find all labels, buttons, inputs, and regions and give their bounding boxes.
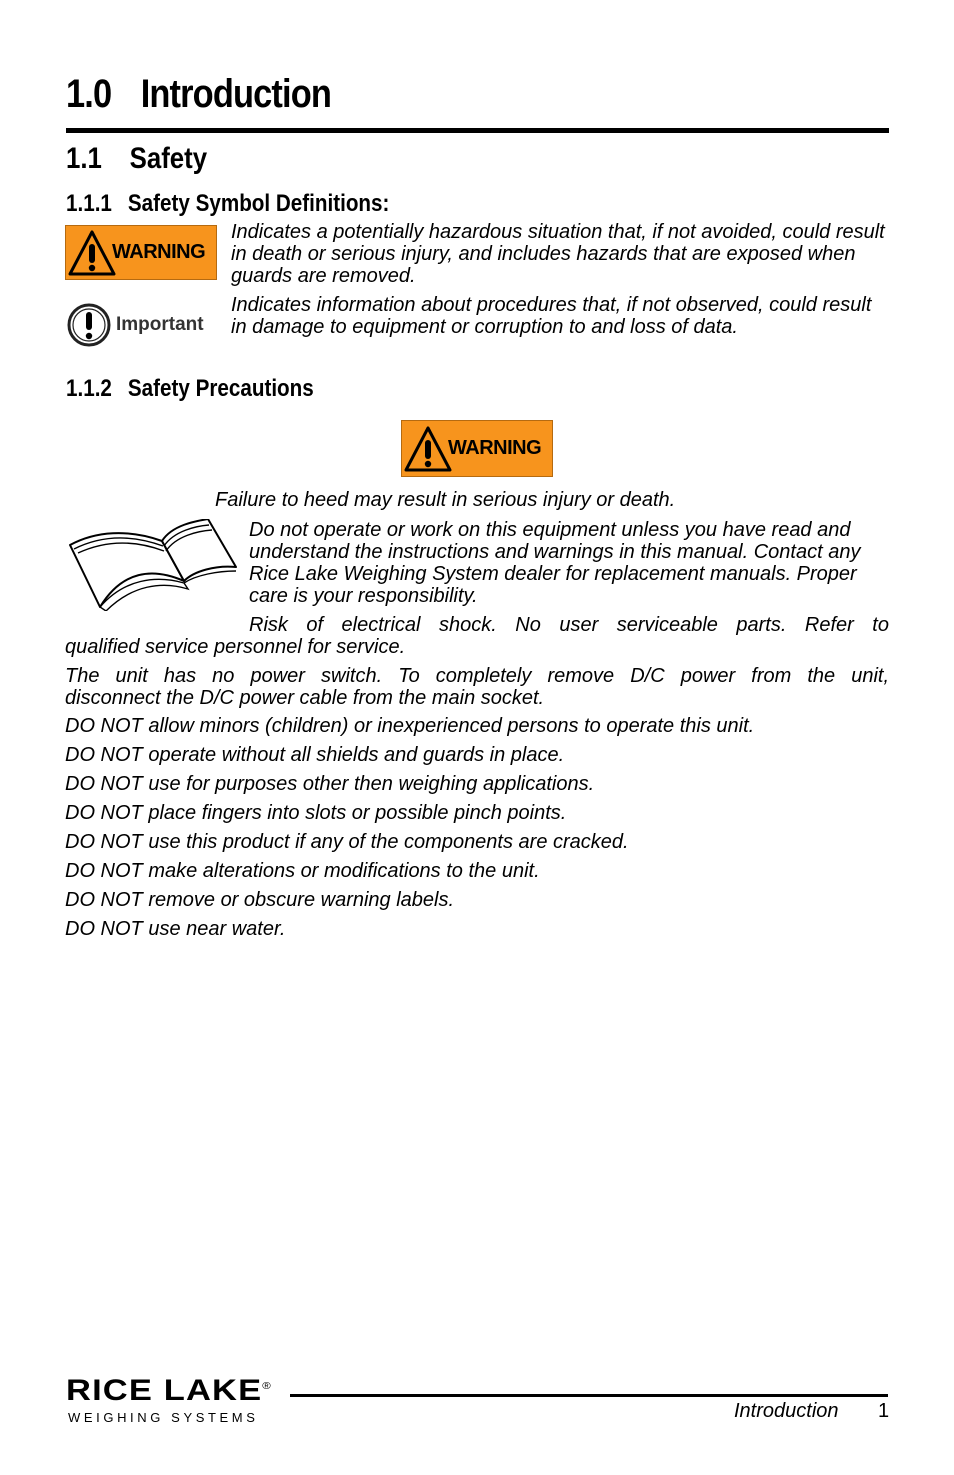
shock-warning-line2: qualified service personnel for service.: [65, 636, 406, 658]
logo-main-text: RICE LAKE: [66, 1374, 263, 1407]
section-title: [66, 142, 207, 176]
rice-lake-logo: [66, 1374, 272, 1408]
warning-triangle-icon: [66, 228, 118, 278]
page-title: [66, 72, 331, 117]
manual-instructions-text: Do not operate or work on this equipment unless you have read and understand the instructions and warnings in this manual. Contact any Rice Lake Weighing System dealer for replacement manuals. Proper care is your responsibility.: [249, 519, 861, 607]
section-number: 1.1: [66, 142, 102, 175]
failure-to-heed-text: Failure to heed may result in serious injury or death.: [215, 489, 676, 511]
subsection-number: 1.1.2: [66, 375, 112, 402]
power-switch-line2: disconnect the D/C power cable from the main socket.: [65, 687, 545, 709]
precaution-item: DO NOT allow minors (children) or inexperienced persons to operate this unit.: [65, 715, 755, 737]
subsection-title-text: Safety Precautions: [127, 375, 314, 402]
precaution-item: DO NOT use this product if any of the components are cracked.: [65, 831, 629, 853]
warning-definition-text: Indicates a potentially hazardous situation that, if not avoided, could result in death or serious injury, and includes hazards that are exposed when guards are removed.: [231, 221, 885, 287]
important-exclamation-icon: [66, 302, 112, 348]
section-title-text: Safety: [129, 142, 208, 175]
precaution-item: DO NOT make alterations or modifications to the unit.: [65, 860, 540, 882]
logo-subtitle: WEIGHING SYSTEMS: [68, 1410, 259, 1425]
subsection-title-definitions: [66, 190, 389, 218]
power-switch-line1: The unit has no power switch. To completely remove D/C power from the unit,: [65, 665, 889, 687]
precaution-item: DO NOT operate without all shields and guards in place.: [65, 744, 565, 766]
logo-registered-mark: ®: [262, 1381, 272, 1392]
precaution-item: DO NOT use for purposes other then weighing applications.: [65, 773, 595, 795]
warning-triangle-icon: [402, 423, 454, 475]
heading-rule: [66, 128, 889, 133]
footer-rule: [290, 1394, 888, 1397]
subsection-title-text: Safety Symbol Definitions:: [127, 190, 390, 217]
precaution-item: DO NOT use near water.: [65, 918, 286, 940]
precaution-item: DO NOT remove or obscure warning labels.: [65, 889, 455, 911]
footer-page-number: 1: [878, 1400, 890, 1422]
important-badge-label: Important: [116, 314, 204, 335]
precaution-item: DO NOT place fingers into slots or possible pinch points.: [65, 802, 567, 824]
warning-badge: [65, 225, 217, 280]
subsection-title-precautions: [66, 375, 314, 403]
precautions-warning-badge: [401, 420, 553, 477]
important-definition-text: Indicates information about procedures that, if not observed, could result in damage to equipment or corruption to and loss of data.: [231, 294, 872, 338]
warning-badge-label: WARNING: [448, 437, 542, 459]
open-book-icon: [66, 519, 238, 611]
warning-badge-label: WARNING: [112, 241, 206, 263]
important-badge: [66, 302, 204, 348]
footer-section-name: Introduction: [734, 1400, 839, 1422]
heading-number: 1.0: [66, 72, 112, 116]
subsection-number: 1.1.1: [66, 190, 112, 217]
shock-warning-line1: Risk of electrical shock. No user serviceable parts. Refer to: [249, 614, 889, 636]
heading-title: Introduction: [140, 72, 332, 116]
